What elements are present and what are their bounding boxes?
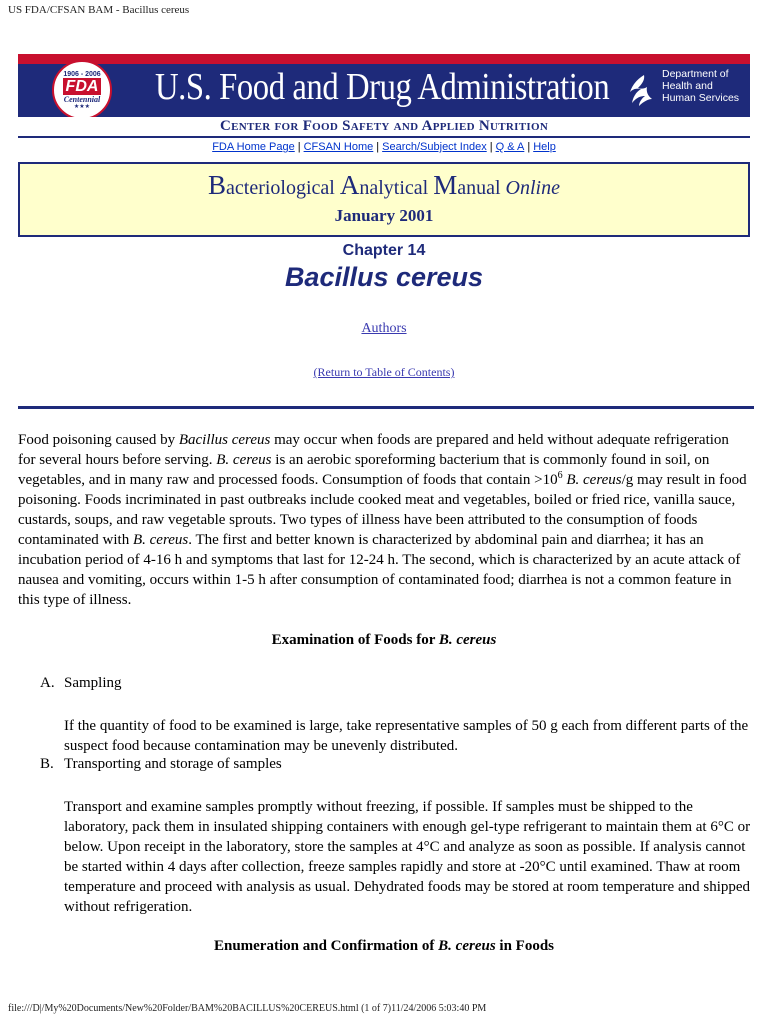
hhs-eagle-icon (622, 72, 654, 108)
cfsan-title: Center for Food Safety and Applied Nutrition (219, 118, 549, 134)
section-heading-examination: Examination of Foods for B. cereus (271, 632, 497, 648)
section-divider (18, 406, 754, 409)
nav-fda-home[interactable]: FDA Home Page (212, 141, 295, 153)
hhs-line-3: Human Services (662, 92, 740, 104)
list-item-transport: B. Transporting and storage of samples (40, 756, 282, 772)
logo-fda: FDA (63, 78, 102, 95)
hhs-line-2: Health and (662, 80, 713, 92)
agency-title: U.S. Food and Drug Administration (155, 66, 610, 108)
print-footer: file:///D|/My%20Documents/New%20Folder/BAM%20BACILLUS%20CEREUS.html (1 of 7)11/24/2006 5:03:40 PM (8, 1003, 487, 1014)
nav-qa[interactable]: Q & A (495, 141, 525, 153)
transport-paragraph: Transport and examine samples promptly without freezing, if possible. If samples must be shipped to the laboratory, pack them in insulated shipping containers with enough gel-type refrigerant to maintain them at 6°C or below. Upon receipt in the laboratory, store the samples at 4°C and analyze as soon as possible. If analysis cannot be started within 4 days after collection, freeze samples rapidly and store at -20°C until examined. Thaw at room temperature and proceed with analysis as usual. Dehydrated foods may be stored at room temperature and shipped without refrigeration. (64, 799, 751, 915)
print-header: US FDA/CFSAN BAM - Bacillus cereus (8, 4, 190, 16)
chapter-title: Bacillus cereus (284, 262, 484, 292)
authors-link[interactable]: Authors (361, 321, 407, 336)
nav-help[interactable]: Help (533, 141, 556, 153)
return-toc-link[interactable]: (Return to Table of Contents) (313, 365, 455, 379)
logo-centennial: Centennial (63, 94, 101, 104)
list-item-sampling: A. Sampling (40, 675, 122, 691)
intro-paragraph: Food poisoning caused by Bacillus cereus may occur when foods are prepared and held without adequate refrigeration for several hours before serving. B. cereus is an aerobic sporeforming bacterium that is commonly found in soil, on vegetables, and in many raw and processed foods. Consumption of foods that contain $>10^6$ B. cereus/g may result in food poisoning. Foods incriminated in past outbreaks include cooked meat and vegetables, boiled or fried rice, vanilla sauce, custards, soups, and raw vegetable sprouts. Two types of illness have been attributed to the consumption of foods contaminated with B. cereus. The first and better known is characterized by abdominal pain and diarrhea; it has an incubation period of 4-16 h and symptoms that last for 12-24 h. The second, which is characterized by an acute attack of nausea and vomiting, occurs within 1-5 h after consumption of contaminated food; diarrhea is not a common feature in this type of illness. (18, 432, 747, 608)
sampling-paragraph: If the quantity of food to be examined is large, take representative samples of 50 g each from different parts of the suspect food because contamination may be unevenly distributed. (64, 718, 749, 754)
cfsan-bar (18, 117, 750, 138)
hhs-line-1: Department of (662, 68, 729, 80)
logo-stars: ★★★ (73, 103, 91, 110)
top-nav: FDA Home Page | CFSAN Home | Search/Subject Index | Q & A | Help (212, 141, 556, 153)
nav-search-index[interactable]: Search/Subject Index (382, 141, 487, 153)
hhs-label[interactable] (662, 68, 739, 104)
nav-cfsan-home[interactable]: CFSAN Home (303, 141, 374, 153)
bam-date: January 2001 (334, 206, 434, 225)
section-heading-enumeration: Enumeration and Confirmation of B. cereus in Foods (213, 938, 555, 954)
bam-title-box (18, 162, 750, 237)
fda-centennial-logo[interactable] (52, 60, 112, 120)
bam-title: Bacteriological Analytical Manual Online (208, 170, 560, 200)
chapter-number: Chapter 14 (342, 242, 426, 259)
logo-years: 1906 - 2006 (63, 70, 101, 78)
